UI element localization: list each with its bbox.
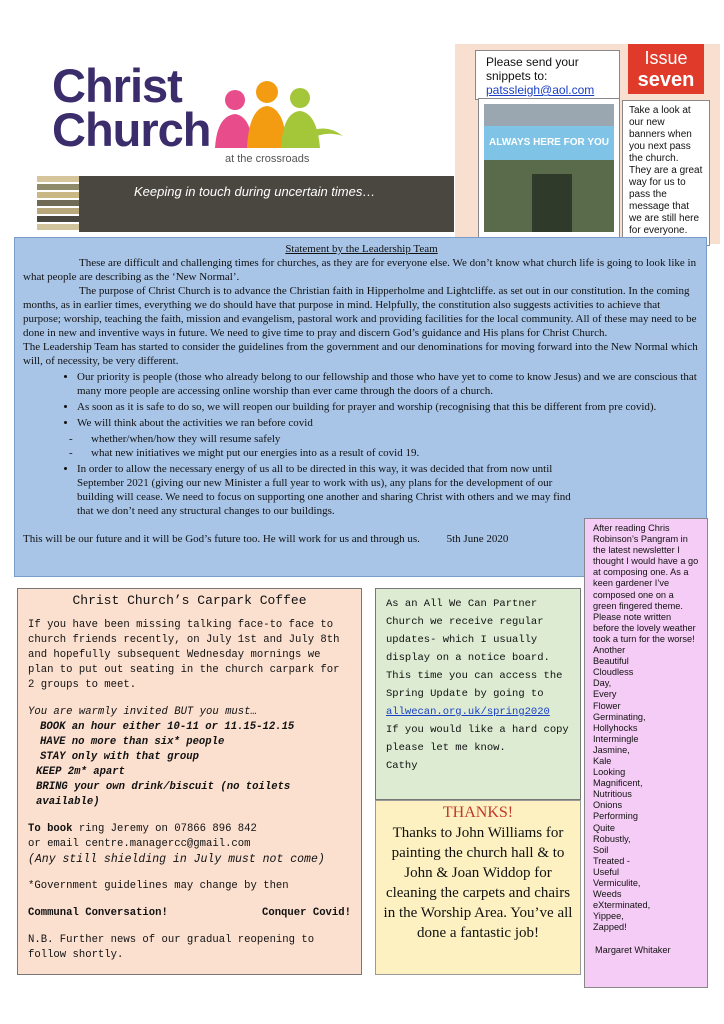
pangram-word: Jasmine, [593,744,630,755]
pangram-word: Kale [593,755,612,766]
pangram-word: Flower [593,700,621,711]
statement-dash-item: - whether/when/how they will resume safely [23,432,700,446]
photo-image [484,104,614,232]
stripe [37,200,79,206]
pangram-word: Cloudless [593,667,634,678]
statement-paragraph-3: The Leadership Team has started to consider the guidelines from the government and our denominations for moving forward into the New Normal which will, of necessity, be very different. [23,341,698,367]
logo-line-2: Church [52,103,211,156]
pangram-word: Another [593,645,626,656]
statement-bullet: • As soon as it is safe to do so, we will reopen our building for prayer and worship (recognising that this be different from pre covid). [77,400,700,414]
slogan-1: Communal Conversation! [28,907,168,919]
snippets-line-2: snippets to: [486,69,548,83]
pangram-word: eXterminated, [593,900,651,911]
pangram-word: Weeds [593,889,622,900]
statement-dash-item: - what new initiatives we might put our energies into as a result of covid 19. [23,446,700,460]
pangram-word: Yippee, [593,911,624,922]
snippets-box [475,50,620,100]
snippets-email-link[interactable]: patssleigh@aol.com [486,83,595,97]
pangram-word: Soil [593,844,609,855]
pangram-word: Robustly, [593,833,631,844]
slogan-2: Conquer Covid! [261,907,351,919]
pangram-word: Performing [593,811,638,822]
carpark-rule: STAY only with that group [40,751,199,763]
all-we-can-box [375,588,581,800]
pangram-word: Germinating, [593,711,646,722]
decorative-stripes [37,176,79,236]
carpark-rule: BOOK an hour either 10-11 or 11.15-12.15 [40,721,295,733]
statement-paragraph-1: These are difficult and challenging times for churches, as they are for everyone else. We don’t know what church life is going to look like in what people are describing as the ‘New Normal’. [23,257,697,283]
logo-line-1: Christ [52,59,182,112]
pangram-intro: After reading Chris Robinson’s Pangram in the latest newsletter I thought I would have a go at composing one. As a keen gardener I’ve composed one on a green fingered theme. Please note written before the lovely weather took a turn for the worse! [593,523,699,644]
pangram-word: Every [593,689,617,700]
take-a-look-note: Take a look at our new banners when you next pass the church. They are a great way for us to pass the message that we are still here for everyone. [622,100,710,246]
pangram-word: Beautiful [593,656,629,667]
pangram-box [584,518,708,988]
pangram-word: Useful [593,866,620,877]
issue-badge [628,44,704,94]
partner-link[interactable]: allwecan.org.uk/spring2020 [386,706,550,718]
carpark-email: or email centre.managercc@gmail.com [28,838,251,850]
photo-door [532,174,572,232]
pangram-word: Hollyhocks [593,722,638,733]
dash-text: what new initiatives we might put our energies into as a result of covid 19. [91,447,420,459]
logo-tagline: at the crossroads [225,153,310,165]
pangram-word: Onions [593,800,623,811]
pangram-word: Magnificent, [593,778,643,789]
book-text: ring Jeremy on 07866 896 842 [78,823,257,835]
carpark-nb: N.B. Further news of our gradual reopening to follow shortly. [28,934,315,961]
pangram-signature: Margaret Whitaker [595,945,671,956]
banner-text: Keeping in touch during uncertain times… [134,184,376,199]
carpark-rule: KEEP 2m* apart [36,766,126,778]
partner-text: As an All We Can Partner Church we receive regular updates- which I usually display on a notice board. This time you can access the Spring Update by going to [386,598,563,700]
statement-bullet: • Our priority is people (those who already belong to our fellowship and those who have yet to come to know Jesus) and we are conscious that many more people are accessing online worship than ever came through the doors of a church. [77,370,700,398]
thanks-title: THANKS! [442,804,514,821]
carpark-rule: BRING your own drink/biscuit (no toilets available) [36,781,291,808]
pangram-word: Nutritious [593,789,632,800]
carpark-booking [28,822,351,837]
stripe [37,208,79,214]
pangram-word: Vermiculite, [593,878,641,888]
carpark-slogans [28,906,351,921]
stripe [37,216,79,222]
statement-bullet: • We will think about the activities we ran before covid [77,416,700,430]
dash-text: whether/when/how they will resume safely [91,433,281,445]
partner-text-2: If you would like a hard copy please let me know. [386,724,569,754]
stripe [37,224,79,230]
church-banner-photo [478,98,620,238]
stripe [37,192,79,198]
statement-bullet: • In order to allow the necessary energy of us all to be directed in this way, it was decided that from now until September 2021 (giving our new Minister a full year to work with us), any plans for the development of our building will cease. We need to focus on supporting one another and sharing Christ with others and we may find that we don’t need any structural changes to our buildings. [77,462,700,518]
statement-bullets [23,370,700,430]
stripe [37,176,79,182]
pangram-word: Intermingle [593,733,639,744]
pangram-word: Quite [593,822,615,833]
thanks-box [375,800,581,975]
photo-banner-text: ALWAYS HERE FOR YOU [484,126,614,160]
pangram-word: Zapped! [593,922,627,933]
carpark-guidelines: *Government guidelines may change by then [28,880,289,892]
carpark-title: Christ Church’s Carpark Coffee [72,593,307,608]
statement-title: Statement by the Leadership Team [285,243,438,255]
book-label: To book [28,823,73,835]
header-banner [79,176,454,232]
closing-text: This will be our future and it will be God’s future too. He will work for us and through us. [23,533,420,545]
carpark-invite: You are warmly invited BUT you must… [28,706,257,718]
partner-sign: Cathy [386,760,418,772]
people-logo-icon [205,78,345,158]
carpark-intro: If you have been missing talking face-to face to church friends recently, on July 1st and July 8th and hopefully subsequent Wednesday mornings we plan to put out seating in the church carpark for 2 groups to meet. [28,619,340,691]
pangram-word: Treated - [593,855,630,866]
carpark-shielding: (Any still shielding in July must not come) [28,853,325,866]
pangram-word: Looking [593,767,626,778]
statement-date: 5th June 2020 [446,533,509,545]
snippets-line-1: Please send your [486,55,579,69]
pangram-word: Day, [593,678,612,689]
issue-label: Issue [644,48,688,68]
statement-paragraph-2: The purpose of Christ Church is to advance the Christian faith in Hipperholme and Lightcliffe. as set out in our constitution. In the coming months, as in earlier times, everything we do should have that purpose in mind. Helpfully, the constitution also suggests activities to achieve that purpose; worship, teaching the faith, mission and evangelism, pastoral work and providing facilities for the local community. All of these may need to be done in new and inventive ways in future. We need to give time to pray and discern God’s guidance and His plans for Christ Church. [23,285,697,339]
carpark-coffee-box [17,588,362,975]
issue-number: seven [637,69,695,91]
statement-bullets-2 [23,462,700,518]
pangram-words [593,645,699,933]
carpark-rule: HAVE no more than six* people [40,736,225,748]
thanks-body: Thanks to John Williams for painting the church hall & to John & Joan Widdop for cleaning the carpets and chairs in the Worship Area. You’ve all done a fantastic job! [383,825,573,941]
stripe [37,184,79,190]
